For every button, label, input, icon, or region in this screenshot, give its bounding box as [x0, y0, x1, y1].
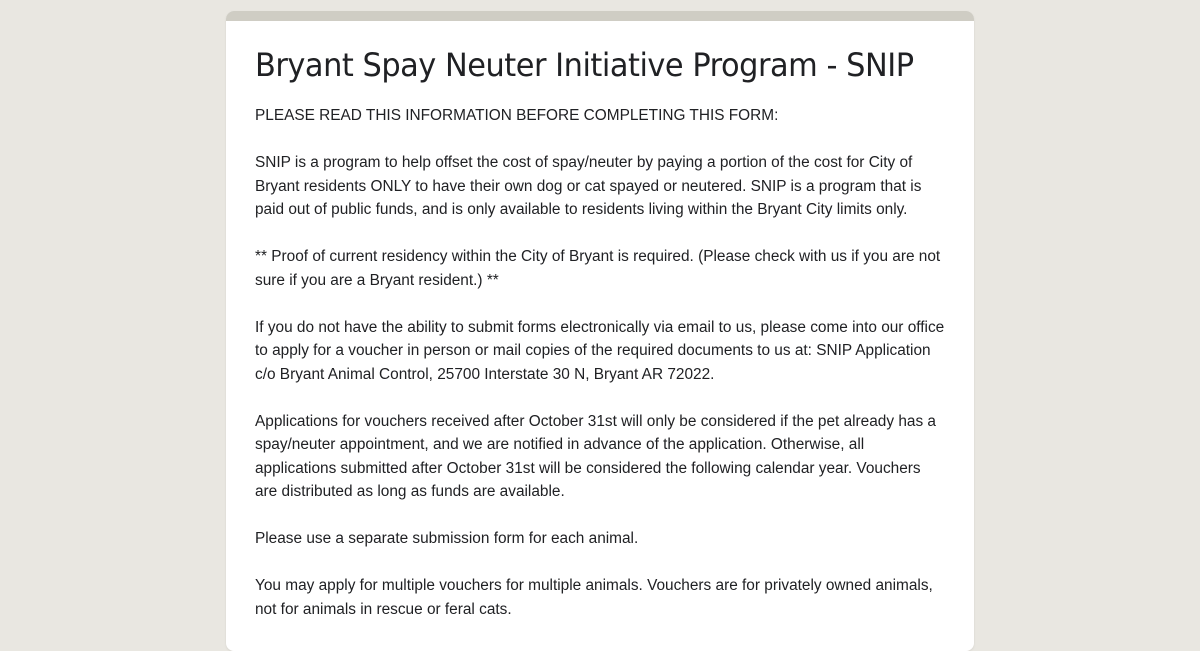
description-paragraph: SNIP is a program to help offset the cost of spay/neuter by paying a portion of the cost for City of Bryant residents ONLY to have their own dog or cat spayed or neutered. SNIP is a program that is paid out of public funds, and is only available to residents living within the Bryant City limits only. — [255, 154, 922, 218]
card-accent-bar — [226, 11, 974, 21]
card-content — [255, 45, 945, 645]
description-paragraph: Please use a separate submission form for each animal. — [255, 530, 639, 547]
description-paragraph: Applications for vouchers received after October 31st will only be considered if the pet already has a spay/neuter appointment, and we are notified in advance of the application. Otherwise, all applications submitted after October 31st will be considered the following calendar year. Vouchers are distributed as long as funds are available. — [255, 412, 936, 500]
description-paragraph: You may apply for multiple vouchers for multiple animals. Vouchers are for privately owned animals, not for animals in rescue or feral cats. — [255, 577, 933, 618]
description-paragraph: PLEASE READ THIS INFORMATION BEFORE COMPLETING THIS FORM: — [255, 107, 779, 124]
form-header-card — [226, 11, 974, 651]
form-title: Bryant Spay Neuter Initiative Program - SNIP — [255, 46, 914, 84]
form-description — [255, 104, 945, 621]
description-paragraph: ** Proof of current residency within the City of Bryant is required. (Please check with us if you are not sure if you are a Bryant resident.) ** — [255, 248, 941, 289]
description-paragraph: If you do not have the ability to submit forms electronically via email to us, please come into our office to apply for a voucher in person or mail copies of the required documents to us at: SNIP Application c/o Bryant Animal Control, 25700 Interstate 30 N, Bryant AR 72022. — [255, 318, 945, 383]
